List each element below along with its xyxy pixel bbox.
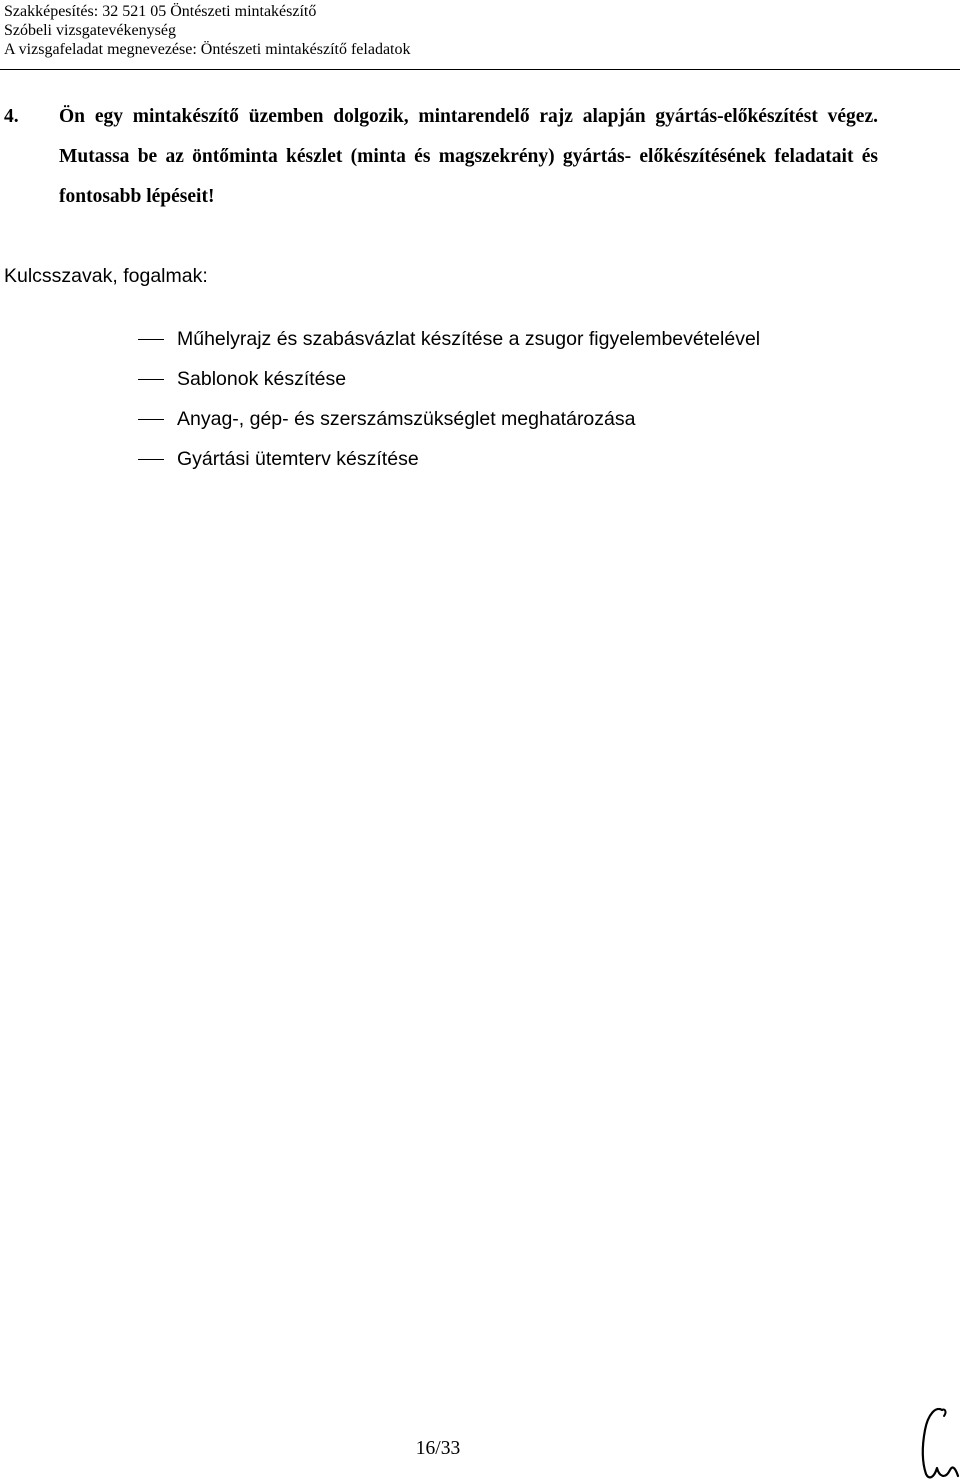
- dash-bullet-icon: [138, 459, 164, 460]
- keyword-text: Sablonok készítése: [177, 368, 347, 390]
- dash-bullet-icon: [138, 339, 164, 340]
- task-block: [4, 97, 878, 217]
- keyword-item: [138, 366, 760, 406]
- keyword-list: [138, 326, 760, 486]
- header-divider: [0, 69, 960, 70]
- page-header: [4, 2, 944, 59]
- keywords-label: Kulcsszavak, fogalmak:: [4, 265, 208, 287]
- header-exam-activity: Szóbeli vizsgatevékenység: [4, 22, 176, 39]
- keyword-text: Gyártási ütemterv készítése: [177, 448, 419, 470]
- keyword-item: [138, 406, 760, 446]
- keyword-text: Anyag-, gép- és szerszámszükséglet meghatározása: [177, 408, 636, 430]
- dash-bullet-icon: [138, 379, 164, 380]
- dash-bullet-icon: [138, 419, 164, 420]
- header-task-name: A vizsgafeladat megnevezése: Öntészeti mintakészítő feladatok: [4, 41, 411, 58]
- page-number: 16/33: [415, 1438, 461, 1459]
- keyword-item: [138, 326, 760, 366]
- task-number: 4.: [4, 106, 19, 127]
- keyword-item: [138, 446, 760, 486]
- header-qualification: Szakképesítés: 32 521 05 Öntészeti mintakészítő: [4, 3, 317, 20]
- task-text: Ön egy mintakészítő üzemben dolgozik, mintarendelő rajz alapján gyártás-előkészítést végez. Mutassa be az öntőminta készlet (minta és magszekrény) gyártás- előkészítésének feladatait és fontosabb lépéseit!: [59, 106, 878, 207]
- keyword-text: Műhelyrajz és szabásvázlat készítése a zsugor figyelembevételével: [177, 328, 761, 350]
- handwritten-initial-icon: [916, 1404, 960, 1482]
